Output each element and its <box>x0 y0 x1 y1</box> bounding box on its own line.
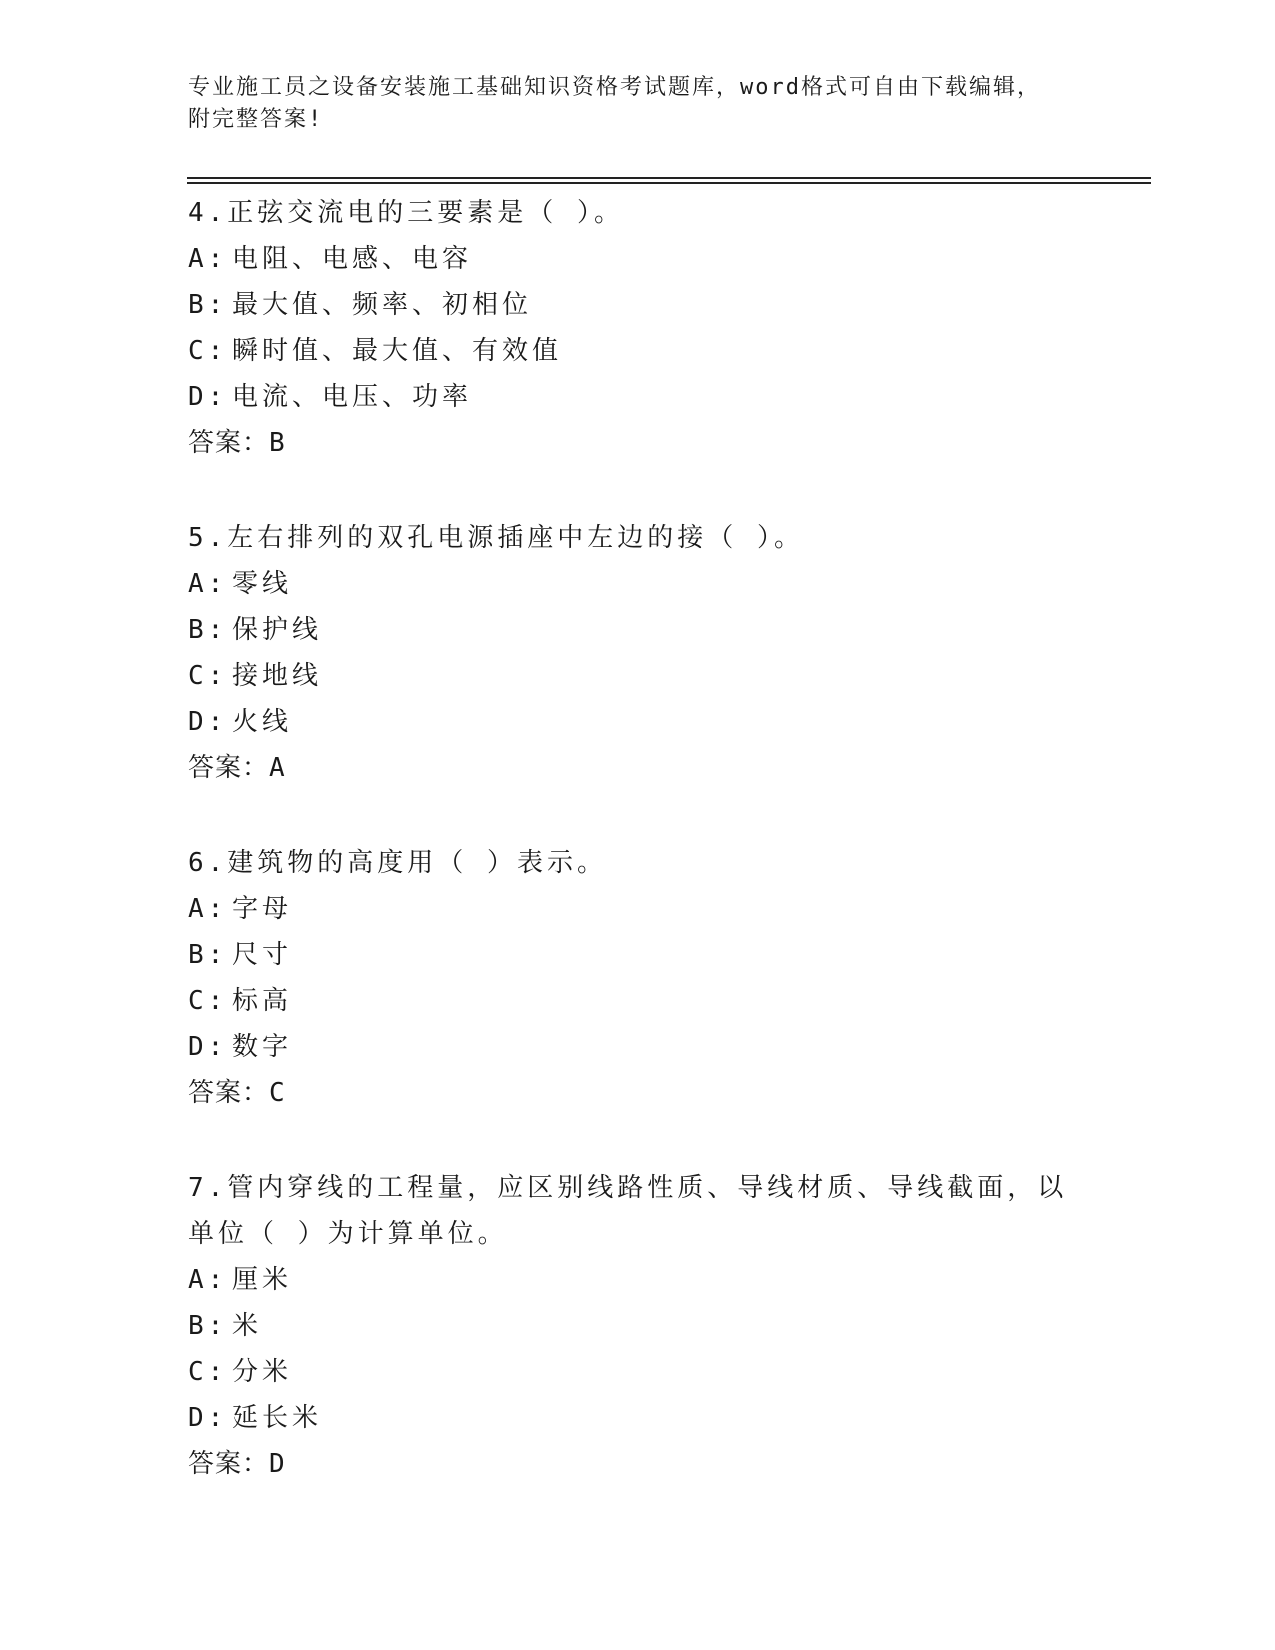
answer-line: 答案：C <box>188 1078 286 1108</box>
header-line-2: 附完整答案! <box>188 107 324 132</box>
option-text: 米 <box>232 1311 263 1341</box>
answer-line: 答案：B <box>188 428 286 458</box>
question-stem: 4.正弦交流电的三要素是（ ）。 <box>188 198 624 228</box>
option-text: 分米 <box>232 1357 293 1387</box>
header-line-1: 专业施工员之设备安装施工基础知识资格考试题库，word格式可自由下载编辑， <box>188 75 1041 100</box>
option-d <box>188 1395 1088 1441</box>
question-5 <box>188 515 1088 791</box>
option-text: 最大值、频率、初相位 <box>232 290 533 320</box>
option-key: B: <box>188 290 228 320</box>
question-7 <box>188 1165 1088 1487</box>
question-stem: 7.管内穿线的工程量，应区别线路性质、导线材质、导线截面，以单位（ ）为计算单位。 <box>188 1173 1068 1249</box>
question-stem: 5.左右排列的双孔电源插座中左边的接（ ）。 <box>188 523 804 553</box>
option-a <box>188 886 1088 932</box>
option-b <box>188 932 1088 978</box>
question-list <box>188 190 1088 1536</box>
option-b <box>188 1303 1088 1349</box>
option-key: A: <box>188 1265 228 1295</box>
option-c <box>188 1349 1088 1395</box>
option-text: 字母 <box>232 894 293 924</box>
option-d <box>188 374 1088 420</box>
option-d <box>188 699 1088 745</box>
option-d <box>188 1024 1088 1070</box>
answer-line: 答案：A <box>188 753 286 783</box>
option-c <box>188 653 1088 699</box>
option-key: C: <box>188 1357 228 1387</box>
option-text: 标高 <box>232 986 293 1016</box>
option-key: C: <box>188 336 228 366</box>
option-key: A: <box>188 569 228 599</box>
question-4 <box>188 190 1088 466</box>
option-text: 数字 <box>232 1032 293 1062</box>
option-c <box>188 978 1088 1024</box>
option-key: A: <box>188 894 228 924</box>
option-text: 厘米 <box>232 1265 293 1295</box>
option-a <box>188 236 1088 282</box>
option-key: B: <box>188 1311 228 1341</box>
header-divider-top <box>187 177 1151 179</box>
question-6 <box>188 840 1088 1116</box>
option-key: C: <box>188 661 228 691</box>
option-a <box>188 561 1088 607</box>
option-text: 瞬时值、最大值、有效值 <box>232 336 563 366</box>
question-stem: 6.建筑物的高度用（ ）表示。 <box>188 848 607 878</box>
option-key: D: <box>188 382 228 412</box>
option-text: 零线 <box>232 569 293 599</box>
option-key: D: <box>188 1032 228 1062</box>
document-header <box>188 72 1088 136</box>
option-text: 保护线 <box>232 615 323 645</box>
answer-line: 答案：D <box>188 1449 286 1479</box>
option-b <box>188 607 1088 653</box>
option-text: 尺寸 <box>232 940 293 970</box>
option-b <box>188 282 1088 328</box>
option-key: D: <box>188 707 228 737</box>
option-text: 延长米 <box>232 1403 323 1433</box>
option-text: 火线 <box>232 707 293 737</box>
option-c <box>188 328 1088 374</box>
header-divider-bottom <box>187 182 1151 184</box>
option-text: 电流、电压、功率 <box>232 382 473 412</box>
option-text: 电阻、电感、电容 <box>232 244 473 274</box>
option-text: 接地线 <box>232 661 323 691</box>
option-key: B: <box>188 940 228 970</box>
option-a <box>188 1257 1088 1303</box>
option-key: C: <box>188 986 228 1016</box>
option-key: A: <box>188 244 228 274</box>
option-key: D: <box>188 1403 228 1433</box>
option-key: B: <box>188 615 228 645</box>
